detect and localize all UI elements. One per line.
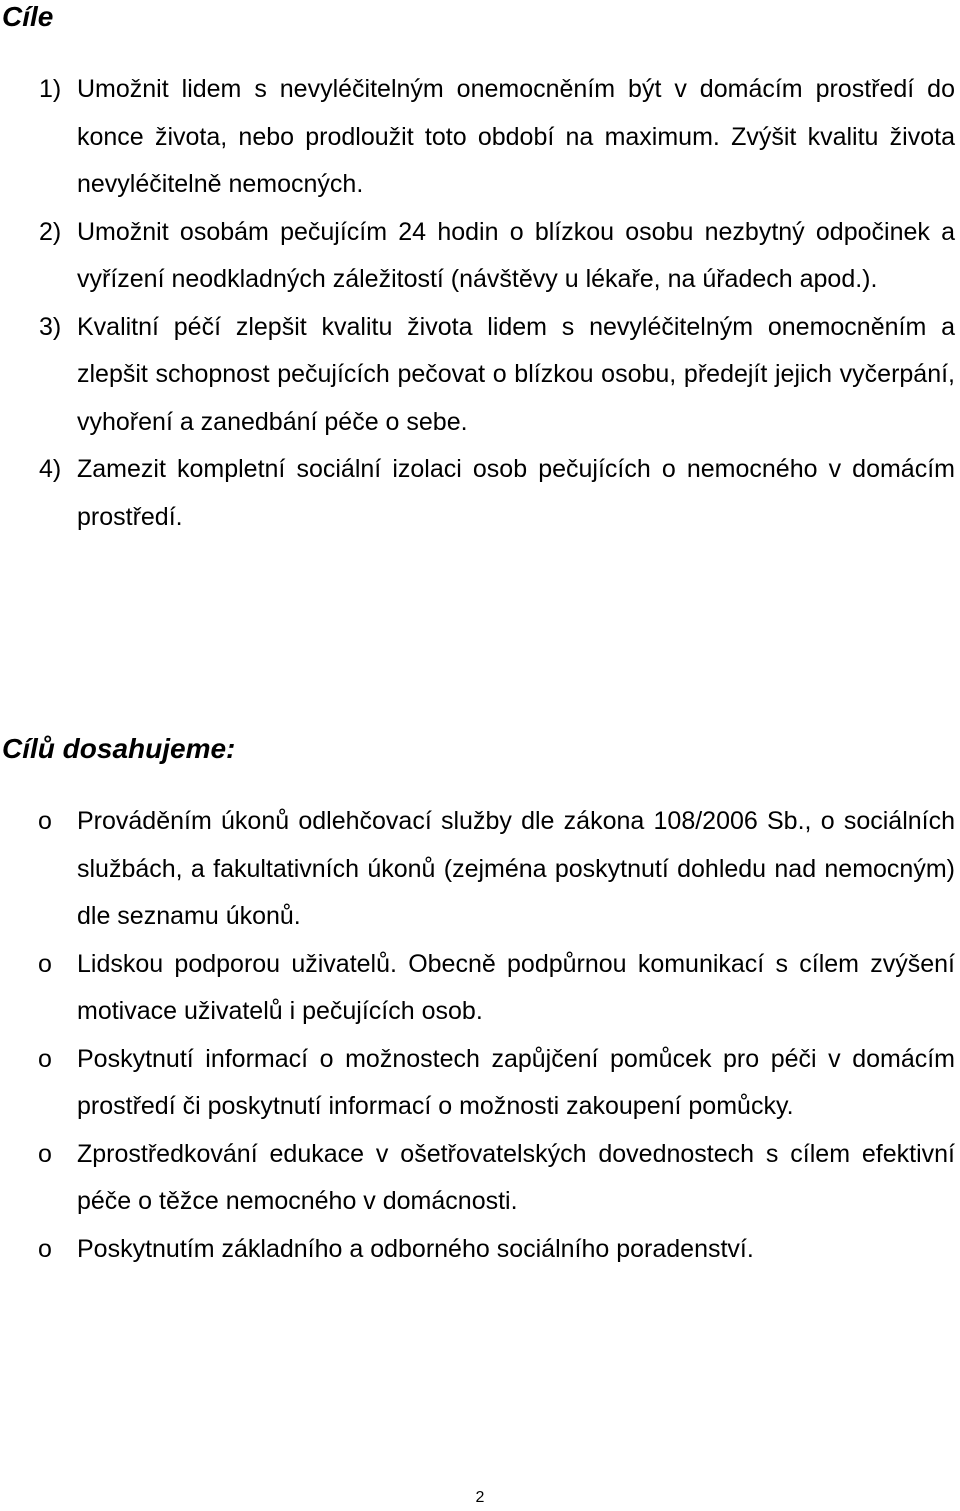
means-text: Lidskou podporou uživatelů. Obecně podpůrnou komunikací s cílem zvýšení motivace uživatelů i pečujících osob. bbox=[77, 949, 955, 1025]
means-text: Prováděním úkonů odlehčovací služby dle zákona 108/2006 Sb., o sociálních službách, a fakultativních úkonů (zejména poskytnutí dohledu nad nemocným) dle seznamu úkonů. bbox=[77, 807, 955, 930]
means-text: Zprostředkování edukace v ošetřovatelských dovednostech s cílem efektivní péče o těžce nemocného v domácnosti. bbox=[77, 1139, 955, 1215]
means-list bbox=[0, 798, 960, 1273]
means-item bbox=[0, 1131, 960, 1226]
goal-number: 3) bbox=[39, 312, 62, 341]
bullet-marker: o bbox=[38, 1139, 52, 1168]
bullet-marker: o bbox=[38, 807, 52, 835]
goal-number: 1) bbox=[39, 75, 62, 103]
means-item bbox=[0, 1036, 960, 1131]
goals-list bbox=[0, 66, 960, 541]
goal-text: Kvalitní péčí zlepšit kvalitu života lidem s nevyléčitelným onemocněním a zlepšit schopnost pečujících pečovat o blízkou osobu, předejít jejich vyčerpání, vyhoření a zanedbání péče o sebe. bbox=[77, 312, 955, 436]
page-number: 2 bbox=[475, 1489, 485, 1506]
goal-item bbox=[0, 446, 960, 541]
bullet-marker: o bbox=[38, 949, 52, 978]
bullet-marker: o bbox=[38, 1234, 52, 1263]
goal-text: Umožnit osobám pečujícím 24 hodin o blízkou osobu nezbytný odpočinek a vyřízení neodkladných záležitostí (návštěvy u lékaře, na úřadech apod.). bbox=[77, 217, 955, 293]
goal-text: Zamezit kompletní sociální izolaci osob pečujících o nemocného v domácím prostředí. bbox=[77, 455, 955, 531]
goal-number: 4) bbox=[39, 455, 62, 483]
bullet-marker: o bbox=[38, 1044, 52, 1073]
section-heading-means: Cílů dosahujeme: bbox=[2, 733, 236, 764]
goal-number: 2) bbox=[39, 217, 62, 246]
means-text: Poskytnutím základního a odborného sociálního poradenství. bbox=[77, 1234, 754, 1263]
means-item bbox=[0, 1226, 960, 1274]
section-heading-goals: Cíle bbox=[2, 1, 54, 32]
goal-item bbox=[0, 209, 960, 304]
goal-item bbox=[0, 304, 960, 447]
means-item bbox=[0, 798, 960, 941]
goal-text: Umožnit lidem s nevyléčitelným onemocněním být v domácím prostředí do konce života, nebo prodloužit toto období na maximum. Zvýšit kvalitu života nevyléčitelně nemocných. bbox=[77, 75, 955, 198]
means-text: Poskytnutí informací o možnostech zapůjčení pomůcek pro péči v domácím prostředí či poskytnutí informací o možnosti zakoupení pomůcky. bbox=[77, 1044, 955, 1120]
goal-item bbox=[0, 66, 960, 209]
means-item bbox=[0, 941, 960, 1036]
